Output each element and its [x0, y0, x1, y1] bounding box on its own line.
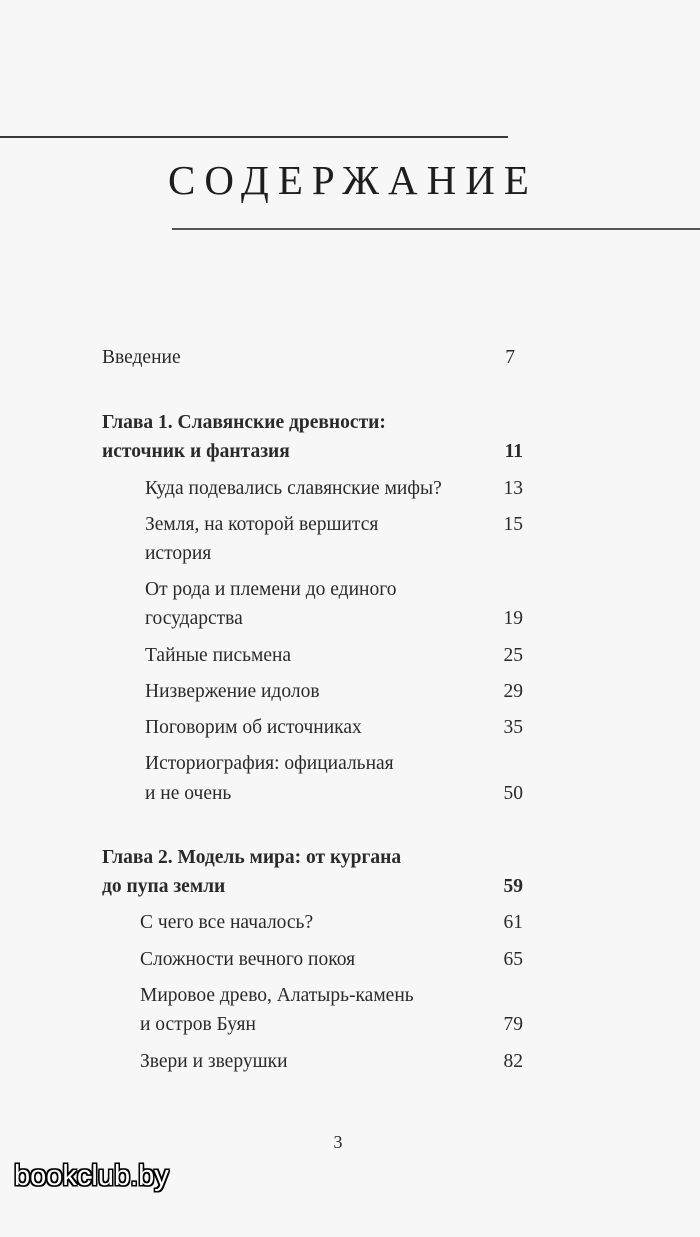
toc-section-label-line2: и остров Буян — [140, 1014, 256, 1035]
toc-entry-intro-page: 7 — [505, 347, 515, 368]
toc-section-label: Куда подевались славянские мифы? — [145, 478, 442, 499]
toc-chapter-1-title-line2: источник и фантазия — [102, 441, 290, 462]
toc-section-label: С чего все началось? — [140, 912, 314, 933]
site-watermark: bookclub.by — [14, 1160, 169, 1192]
toc-chapter-1-title-line1: Глава 1. Славянские древности: — [102, 412, 386, 433]
toc-section-label: Тайные письмена — [145, 645, 292, 666]
toc-entry-intro-label: Введение — [102, 347, 181, 368]
toc-section-page: 15 — [503, 514, 523, 535]
toc-chapter-2-title-line1: Глава 2. Модель мира: от кургана — [102, 847, 402, 868]
toc-section-label-line2: государства — [145, 608, 243, 629]
toc-chapter-2-page: 59 — [503, 876, 523, 897]
toc-section-page: 82 — [503, 1051, 523, 1072]
toc-section-label: От рода и племени до единого — [145, 579, 397, 600]
toc-section-label: Земля, на которой вершится — [145, 514, 379, 535]
toc-section-page: 50 — [503, 783, 523, 804]
toc-section-page: 79 — [503, 1014, 523, 1035]
toc-section-label: Низвержение идолов — [145, 681, 320, 702]
toc-section-page: 65 — [503, 949, 523, 970]
toc-section-label-line2: история — [145, 543, 212, 564]
toc-chapter-1-page: 11 — [504, 441, 523, 462]
toc-section-page: 19 — [503, 608, 523, 629]
toc-section-label: Историография: официальная — [145, 753, 394, 774]
toc-section-label: Поговорим об источниках — [145, 717, 362, 738]
page-title: СОДЕРЖАНИЕ — [168, 157, 538, 203]
toc-section-page: 29 — [503, 681, 523, 702]
toc-section-page: 61 — [503, 912, 523, 933]
toc-section-label: Мировое древо, Алатырь-камень — [140, 985, 414, 1006]
toc-section-page: 13 — [503, 478, 523, 499]
toc-chapter-2-title-line2: до пупа земли — [102, 876, 226, 897]
toc-section-label: Звери и зверушки — [140, 1051, 288, 1072]
toc-section-label-line2: и не очень — [145, 783, 232, 804]
toc-section-page: 25 — [503, 645, 523, 666]
page-number: 3 — [333, 1132, 343, 1152]
toc-section-page: 35 — [503, 717, 523, 738]
toc-section-label: Сложности вечного покоя — [140, 949, 356, 970]
